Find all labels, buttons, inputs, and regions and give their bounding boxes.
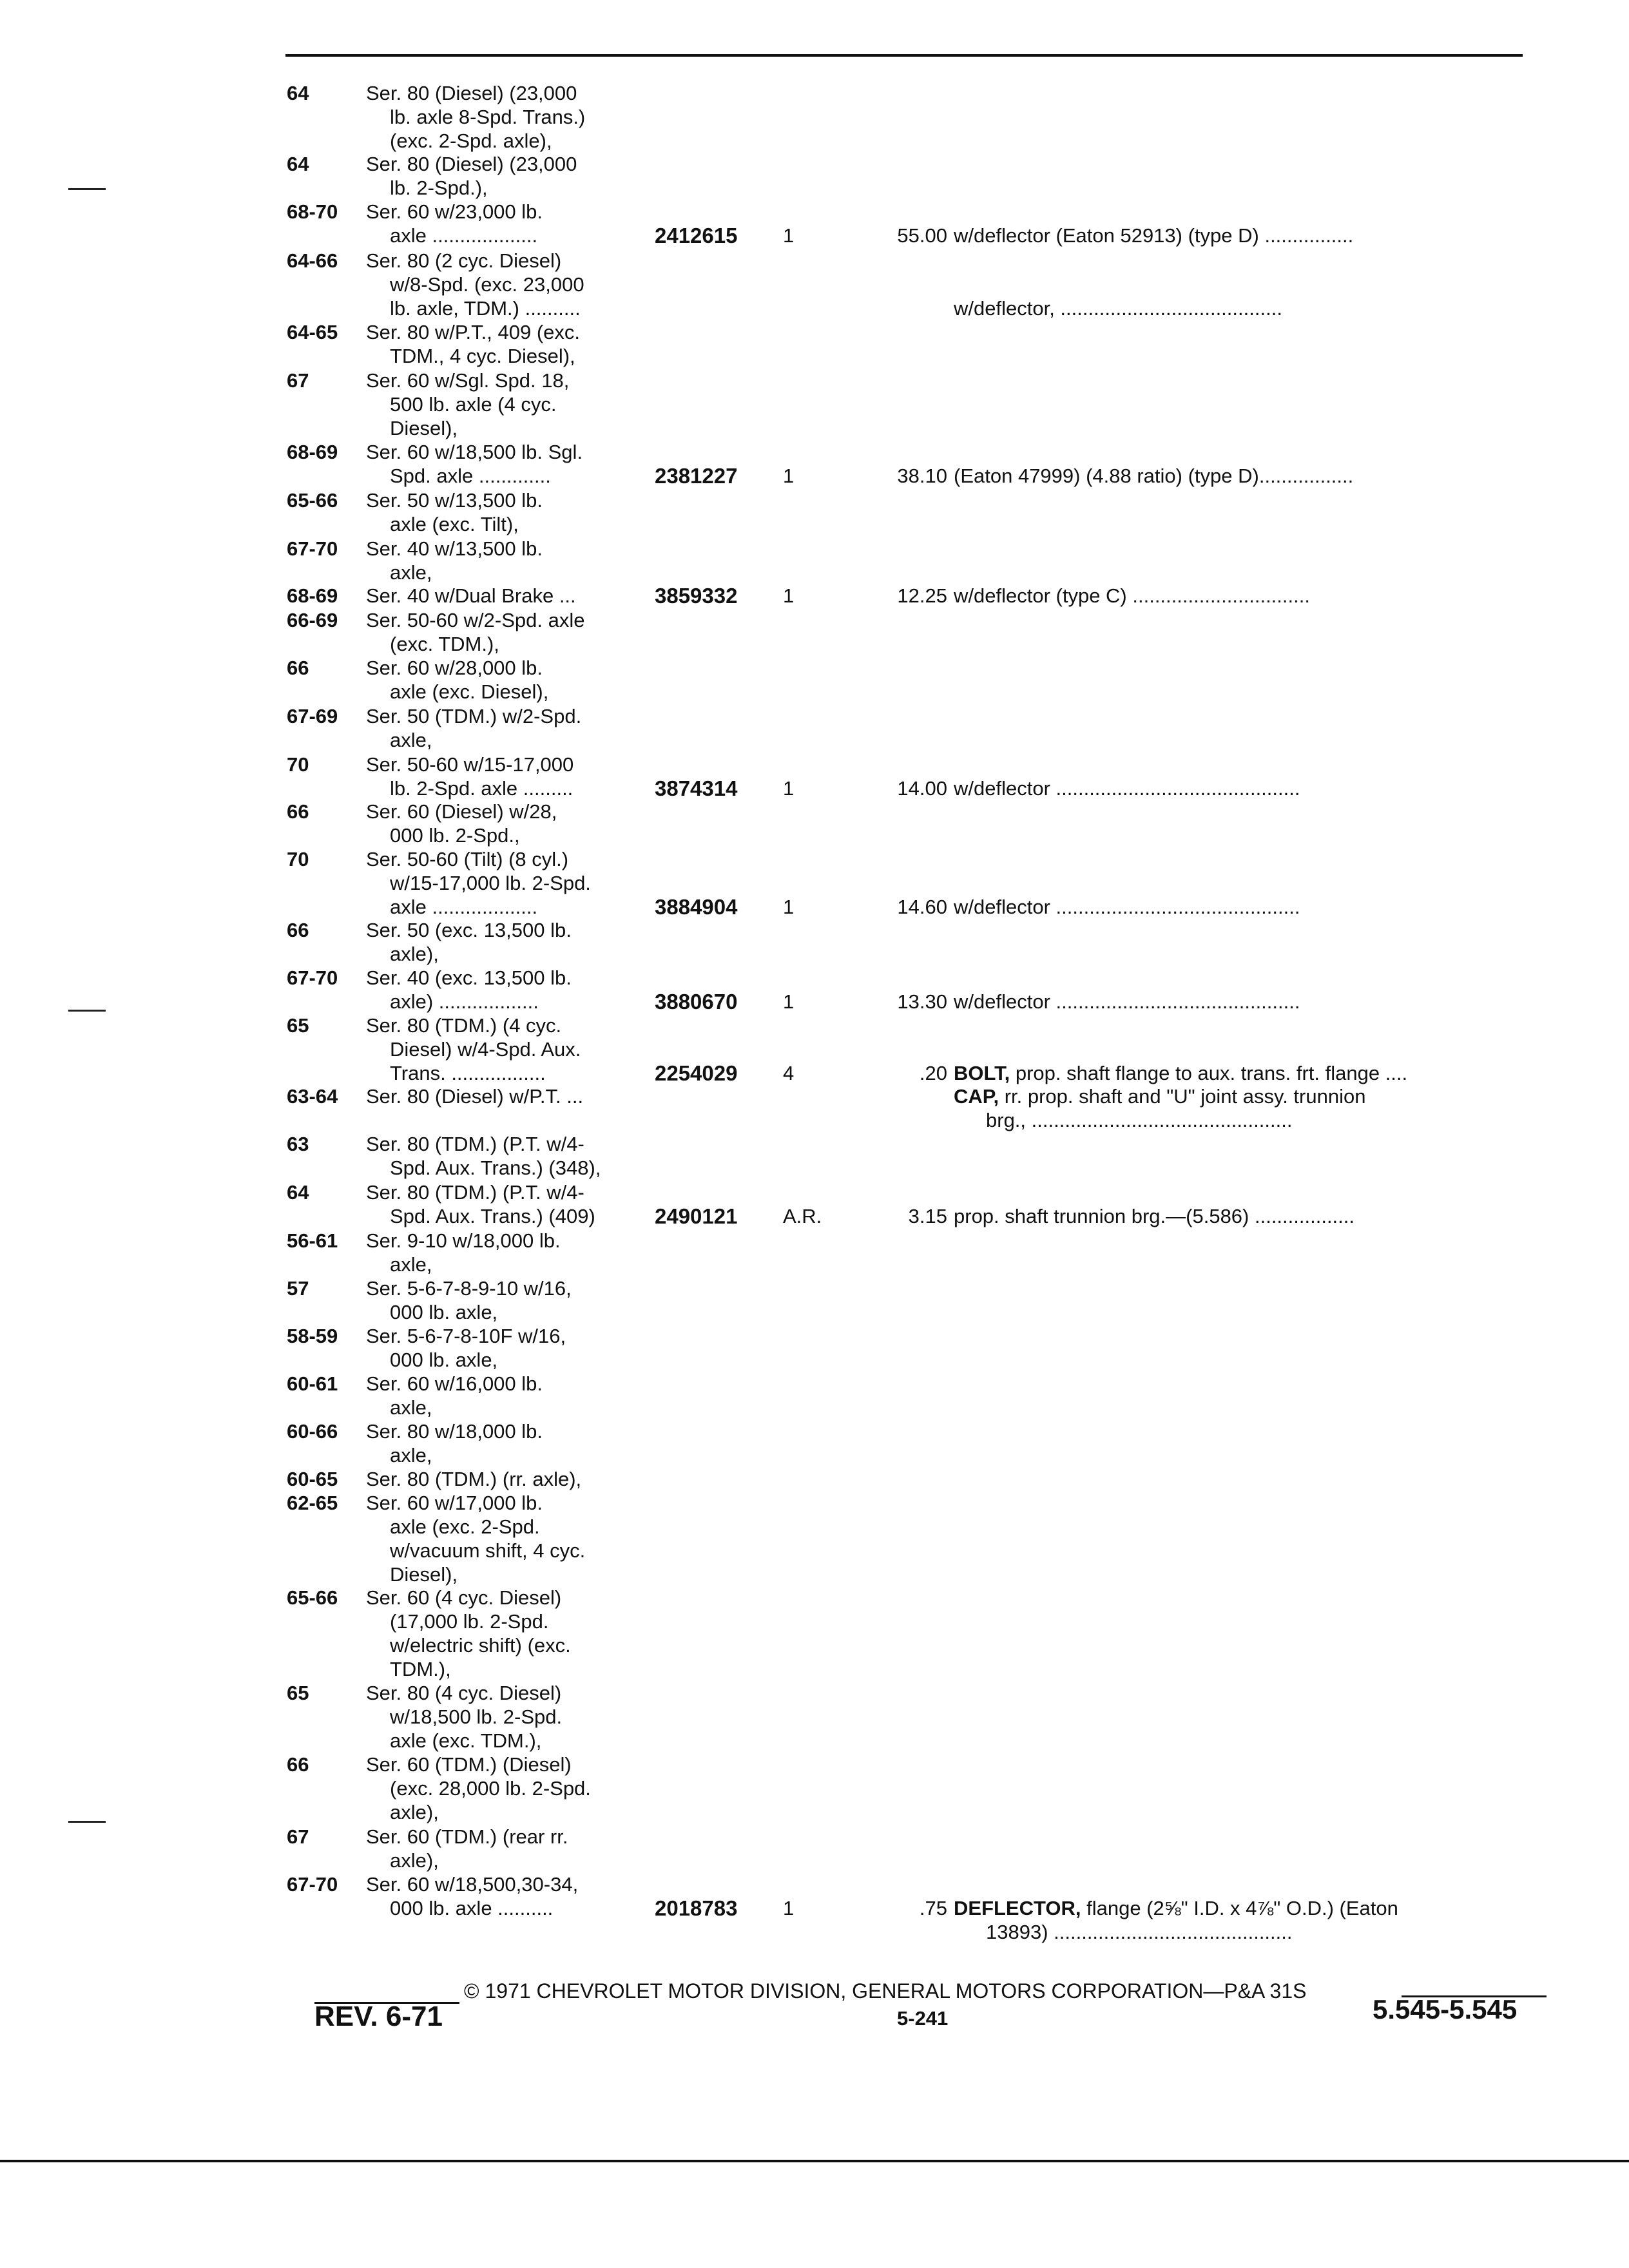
entry-line [0,129,1629,153]
entry-line [0,512,1629,536]
parts-entry [0,1753,1629,1824]
entry-line [0,1872,1629,1896]
parts-entry [0,1681,1629,1753]
entry-line [0,990,1629,1014]
application-text: Spd. Aux. Trans.) (409) [390,1205,595,1227]
application-text: axle, [390,729,432,751]
application-text: Ser. 80 w/P.T., 409 (exc. [366,321,580,343]
application-text: Ser. 80 (Diesel) (23,000 [366,82,577,104]
parts-entry [0,1825,1629,1872]
application-text: lb. 2-Spd. axle ......... [390,777,574,800]
part-description [954,584,1310,608]
application-text: Ser. 60 w/Sgl. Spd. 18, [366,369,570,392]
parts-entry [0,488,1629,536]
entry-line [0,1324,1629,1348]
parts-entry [0,81,1629,153]
entry-line [0,1014,1629,1037]
model-year: 68-70 [287,200,338,223]
entry-line [0,871,1629,895]
entry-line [0,1681,1629,1705]
parts-entry [0,1276,1629,1324]
description-continuation: 13893) ........................................... [986,1921,1293,1943]
parts-entry [0,1229,1629,1276]
part-number: 2254029 [655,1061,738,1085]
entry-line [0,176,1629,200]
model-year: 62-65 [287,1492,338,1514]
entry-line [0,1372,1629,1396]
entry-line [0,1539,1629,1562]
entry-line [0,296,1629,320]
model-year: 67 [287,1825,309,1848]
model-year: 67-70 [287,966,338,989]
entry-line [0,704,1629,728]
part-description [954,1204,1354,1228]
entry-line [0,105,1629,129]
list-price: 14.00 [897,777,947,800]
application-text: w/18,500 lb. 2-Spd. [390,1706,563,1728]
parts-entry [0,249,1629,320]
model-year: 57 [287,1277,309,1300]
parts-entry [0,1872,1629,1944]
application-text: axle (exc. 2-Spd. [390,1515,540,1538]
application-text: Ser. 60 w/23,000 lb. [366,200,543,223]
part-description [954,895,1300,919]
entry-line [0,464,1629,488]
page-number: 5-241 [897,2007,949,2030]
entry-line [0,584,1629,608]
entry-line [0,1562,1629,1586]
description-text: w/deflector (type C) ................................ [954,584,1310,607]
part-number: 3859332 [655,584,738,608]
entry-line [0,1180,1629,1204]
application-text: (exc. 28,000 lb. 2-Spd. [390,1777,591,1800]
part-number: 2412615 [655,224,738,247]
entry-line [0,918,1629,942]
entry-line [0,224,1629,247]
parts-entry [0,320,1629,368]
model-year: 67 [287,369,309,392]
quantity: 1 [783,584,795,607]
model-year: 60-66 [287,1420,338,1443]
application-text: Ser. 80 (Diesel) (23,000 [366,153,577,175]
entry-line [0,1061,1629,1085]
application-text: w/8-Spd. (exc. 23,000 [390,273,584,296]
parts-entry [0,1014,1629,1085]
copyright-line: © 1971 CHEVROLET MOTOR DIVISION, GENERAL MOTORS CORPORATION—P&A 31S [464,1979,1307,2003]
application-text: axle ................... [390,224,538,247]
model-year: 70 [287,753,309,776]
description-text: w/deflector ............................................ [954,896,1300,918]
entry-line [0,823,1629,847]
application-text: Ser. 40 (exc. 13,500 lb. [366,966,572,989]
application-text: 000 lb. 2-Spd., [390,824,520,847]
quantity: 1 [783,224,795,247]
application-text: Ser. 60 (TDM.) (rear rr. [366,1825,568,1848]
list-price: 14.60 [897,896,947,918]
application-text: Ser. 50-60 (Tilt) (8 cyl.) [366,848,569,870]
quantity: 1 [783,465,795,487]
part-number: 2381227 [655,464,738,488]
parts-entry [0,440,1629,488]
entry-line [0,632,1629,656]
application-text: Ser. 60 (TDM.) (Diesel) [366,1753,572,1776]
application-text: w/vacuum shift, 4 cyc. [390,1539,586,1562]
top-rule [285,54,1523,57]
parts-entry [0,1586,1629,1681]
application-text: Ser. 5-6-7-8-9-10 w/16, [366,1277,572,1300]
entry-line [0,680,1629,704]
parts-entry [0,1491,1629,1586]
entry-line [0,1276,1629,1300]
entry-line [0,273,1629,296]
application-text: Ser. 50-60 w/15-17,000 [366,753,574,776]
application-text: Ser. 50 (exc. 13,500 lb. [366,919,572,941]
application-text: axle), [390,943,439,965]
application-text: axle, [390,561,432,584]
entry-line [0,392,1629,416]
entry-line [0,1396,1629,1419]
entry-line [0,776,1629,800]
parts-entry [0,537,1629,584]
parts-entry [0,800,1629,847]
application-text: axle, [390,1253,432,1276]
application-text: Ser. 50 w/13,500 lb. [366,489,543,512]
entry-line [0,1515,1629,1539]
application-text: Diesel), [390,417,458,439]
application-text: Ser. 60 w/28,000 lb. [366,657,543,679]
model-year: 64 [287,82,309,104]
entry-line [0,1443,1629,1467]
parts-entry [0,152,1629,200]
part-description [954,1084,1365,1108]
entry-line [0,1657,1629,1681]
application-text: (exc. 2-Spd. axle), [390,130,552,152]
quantity: 4 [783,1062,795,1084]
parts-entry [0,1467,1629,1491]
list-price: .75 [919,1897,947,1919]
entry-line [0,1229,1629,1253]
entry-line [0,1084,1629,1108]
entry-line [0,800,1629,823]
entry-line [0,1132,1629,1156]
parts-entry [0,847,1629,919]
part-description [954,990,1300,1014]
parts-entry [0,1132,1629,1180]
application-text: w/electric shift) (exc. [390,1634,571,1657]
model-year: 66 [287,657,309,679]
application-text: Ser. 80 (Diesel) w/P.T. ... [366,1085,584,1108]
part-number: 3880670 [655,990,738,1014]
model-year: 65-66 [287,489,338,512]
application-text: axle (exc. TDM.), [390,1729,542,1752]
model-year: 65-66 [287,1586,338,1609]
model-year: 60-61 [287,1372,338,1395]
model-year: 58-59 [287,1325,338,1347]
parts-entry [0,753,1629,800]
part-number: 2018783 [655,1896,738,1920]
entry-line [0,895,1629,919]
description-text: (Eaton 47999) (4.88 ratio) (type D)................. [954,465,1354,487]
application-text: Spd. Aux. Trans.) (348), [390,1157,601,1179]
application-text: 000 lb. axle, [390,1301,498,1323]
entry-line [0,152,1629,176]
parts-entry [0,584,1629,608]
entry-line [0,656,1629,680]
model-year: 66 [287,800,309,823]
application-text: w/15-17,000 lb. 2-Spd. [390,872,591,894]
application-text: Ser. 80 (TDM.) (P.T. w/4- [366,1181,584,1204]
part-name: DEFLECTOR, [954,1897,1081,1919]
application-text: Ser. 60 w/17,000 lb. [366,1492,543,1514]
list-price: 55.00 [897,224,947,247]
model-year: 67-70 [287,537,338,560]
description-text: prop. shaft trunnion brg.—(5.586) .................. [954,1205,1355,1227]
model-year: 63 [287,1133,309,1155]
application-text: Trans. ................. [390,1062,546,1084]
entry-line [0,942,1629,966]
entry-line [0,416,1629,440]
entry-line [0,1705,1629,1729]
parts-entry [0,656,1629,704]
part-name: CAP, [954,1085,999,1108]
model-year: 66 [287,919,309,941]
entry-line [0,1729,1629,1753]
application-text: (17,000 lb. 2-Spd. [390,1610,549,1633]
description-text: prop. shaft flange to aux. trans. frt. flange .... [1010,1062,1408,1084]
application-text: Ser. 40 w/13,500 lb. [366,537,543,560]
entry-line [0,1108,1629,1132]
application-text: Ser. 60 (Diesel) w/28, [366,800,557,823]
entry-line [0,966,1629,990]
entry-line [0,1800,1629,1824]
application-text: 000 lb. axle .......... [390,1897,554,1919]
model-year: 70 [287,848,309,870]
application-text: Ser. 60 w/16,000 lb. [366,1372,543,1395]
parts-entry [0,200,1629,247]
parts-entry [0,704,1629,752]
entry-line [0,1896,1629,1920]
application-text: Spd. axle ............. [390,465,551,487]
entry-line [0,1253,1629,1276]
application-text: lb. 2-Spd.), [390,177,488,199]
description-text: w/deflector, ........................................ [954,297,1282,320]
entry-line [0,1467,1629,1491]
entry-line [0,488,1629,512]
model-year: 64-65 [287,321,338,343]
model-year: 66 [287,1753,309,1776]
part-number: 3874314 [655,776,738,800]
application-text: axle), [390,1801,439,1823]
quantity: 1 [783,990,795,1013]
entry-line [0,1633,1629,1657]
description-text: w/deflector ............................................ [954,990,1300,1013]
application-text: 000 lb. axle, [390,1349,498,1371]
application-text: lb. axle, TDM.) .......... [390,297,581,320]
parts-entry [0,1419,1629,1467]
parts-entry [0,608,1629,656]
application-text: Ser. 50-60 w/2-Spd. axle [366,609,585,631]
application-text: Ser. 80 (TDM.) (4 cyc. [366,1014,562,1037]
application-text: Ser. 80 w/18,000 lb. [366,1420,543,1443]
model-year: 68-69 [287,441,338,463]
application-text: axle (exc. Diesel), [390,680,549,703]
application-text: Diesel), [390,1563,458,1586]
application-text: axle) .................. [390,990,539,1013]
parts-entry [0,1372,1629,1419]
entry-line [0,1204,1629,1228]
model-year: 67-70 [287,1873,338,1896]
quantity: A.R. [783,1205,822,1227]
entry-line [0,847,1629,871]
application-text: axle), [390,1849,439,1872]
application-text: Ser. 50 (TDM.) w/2-Spd. [366,705,582,727]
entry-line [0,1825,1629,1849]
description-text: flange (2⅝" I.D. x 4⅞" O.D.) (Eaton [1081,1897,1398,1919]
part-description [954,776,1300,800]
model-year: 67-69 [287,705,338,727]
application-text: Ser. 80 (2 cyc. Diesel) [366,249,562,272]
entry-line [0,440,1629,464]
list-price: 3.15 [908,1205,947,1227]
application-text: Ser. 80 (TDM.) (P.T. w/4- [366,1133,584,1155]
model-year: 66-69 [287,609,338,631]
section-number: 5.545-5.545 [1373,1994,1518,2024]
entry-line [0,753,1629,776]
bottom-rule [0,2160,1629,2162]
entry-line [0,1776,1629,1800]
list-price: 12.25 [897,584,947,607]
application-text: lb. axle 8-Spd. Trans.) [390,106,586,128]
list-price: .20 [919,1062,947,1084]
model-year: 60-65 [287,1468,338,1490]
part-description [954,224,1353,247]
application-text: Ser. 5-6-7-8-10F w/16, [366,1325,566,1347]
application-text: Ser. 9-10 w/18,000 lb. [366,1229,561,1252]
entry-line [0,728,1629,752]
entry-line [0,1419,1629,1443]
entry-line [0,561,1629,584]
entry-line [0,608,1629,632]
parts-entry [0,1084,1629,1132]
application-text: Ser. 40 w/Dual Brake ... [366,584,576,607]
entry-line [0,1610,1629,1633]
entry-line [0,1586,1629,1610]
model-year: 65 [287,1682,309,1704]
application-text: 500 lb. axle (4 cyc. [390,393,557,416]
revision-label: REV. 6-71 [314,2001,443,2032]
model-year: 63-64 [287,1085,338,1108]
entry-line [0,369,1629,392]
parts-entry [0,918,1629,966]
entry-line [0,1753,1629,1776]
parts-entry [0,1180,1629,1228]
description-text: rr. prop. shaft and "U" joint assy. trunnion [999,1085,1366,1108]
application-text: axle, [390,1444,432,1466]
model-year: 64 [287,1181,309,1204]
quantity: 1 [783,896,795,918]
application-text: Diesel) w/4-Spd. Aux. [390,1038,581,1061]
part-description [954,464,1353,488]
model-year: 64-66 [287,249,338,272]
model-year: 64 [287,153,309,175]
application-text: axle ................... [390,896,538,918]
application-text: (exc. TDM.), [390,633,499,655]
model-year: 56-61 [287,1229,338,1252]
application-text: Ser. 60 w/18,500,30-34, [366,1873,579,1896]
parts-entry [0,1324,1629,1372]
quantity: 1 [783,1897,795,1919]
description-continuation: brg., ............................................... [986,1109,1293,1131]
parts-entry [0,369,1629,440]
parts-entry [0,966,1629,1014]
part-description [954,1896,1398,1920]
entry-line [0,249,1629,273]
entry-line [0,1920,1629,1944]
quantity: 1 [783,777,795,800]
entry-line [0,1037,1629,1061]
entry-line [0,81,1629,105]
application-text: TDM.), [390,1658,451,1680]
description-text: w/deflector ............................................ [954,777,1300,800]
model-year: 68-69 [287,584,338,607]
application-text: Ser. 80 (TDM.) (rr. axle), [366,1468,582,1490]
entry-line [0,320,1629,344]
entry-line [0,344,1629,368]
application-text: Ser. 80 (4 cyc. Diesel) [366,1682,562,1704]
part-number: 3884904 [655,895,738,919]
part-description [954,296,1282,320]
entry-line [0,200,1629,224]
model-year: 65 [287,1014,309,1037]
application-text: axle, [390,1396,432,1419]
part-number: 2490121 [655,1204,738,1228]
list-price: 38.10 [897,465,947,487]
part-description [954,1061,1407,1085]
entry-line [0,1491,1629,1515]
entry-line [0,537,1629,561]
application-text: Ser. 60 (4 cyc. Diesel) [366,1586,562,1609]
entry-line [0,1348,1629,1372]
application-text: Ser. 60 w/18,500 lb. Sgl. [366,441,583,463]
part-name: BOLT, [954,1062,1010,1084]
entry-line [0,1849,1629,1872]
description-text: w/deflector (Eaton 52913) (type D) ................ [954,224,1354,247]
application-text: axle (exc. Tilt), [390,513,519,535]
list-price: 13.30 [897,990,947,1013]
entry-line [0,1300,1629,1324]
application-text: TDM., 4 cyc. Diesel), [390,345,575,367]
entry-line [0,1156,1629,1180]
